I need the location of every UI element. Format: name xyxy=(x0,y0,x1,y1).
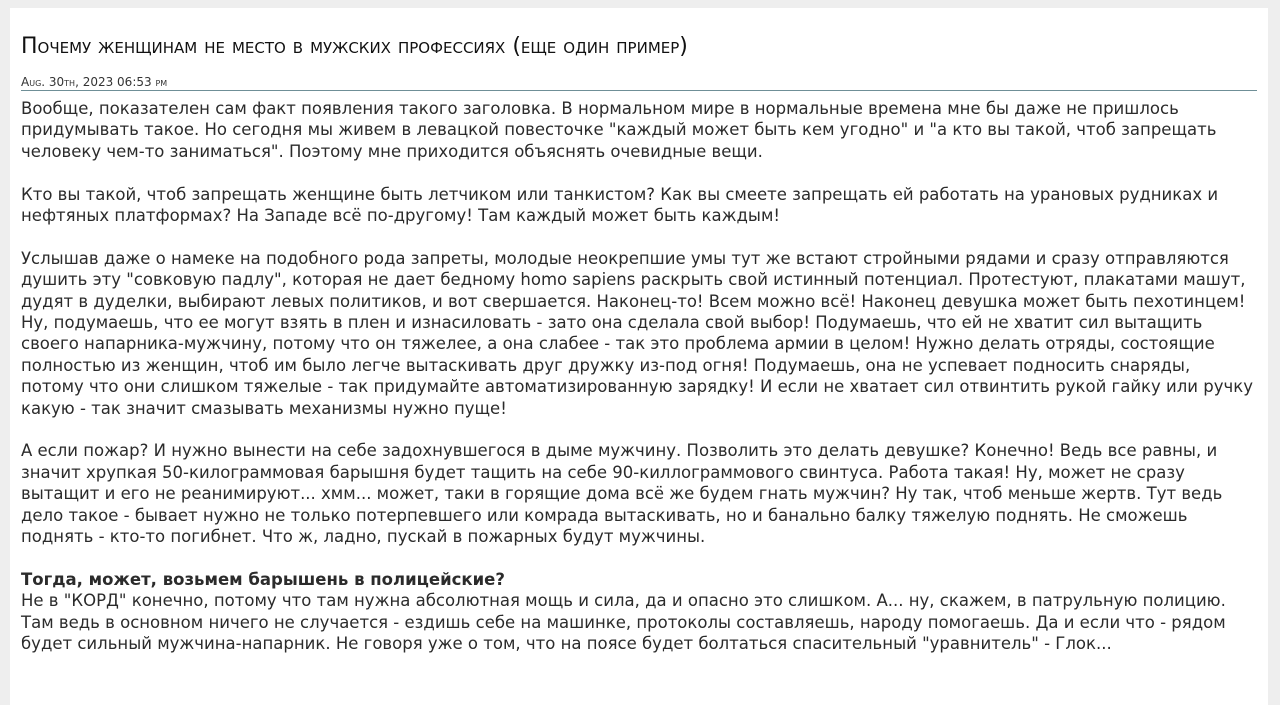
post-paragraph: Не в "КОРД" конечно, потому что там нужна абсолютная мощь и сила, да и опасно это слишком. А... ну, скажем, в патрульную полицию. Там ведь в основном ничего не случается - ездишь себе на машинке, протоколы составляешь, народу помогаешь. Да и если что - рядом будет сильный мужчина-напарник. Не говоря уже о том, что на поясе будет болтаться спасительный "уравнитель" - Глок... xyxy=(21,591,1226,654)
post-title: Почему женщинам не место в мужских профессиях (еще один пример) xyxy=(21,34,688,59)
post-container xyxy=(10,8,1268,705)
post-subheading: Тогда, может, возьмем барышень в полицейские? xyxy=(21,569,505,589)
post-paragraph-with-subheading xyxy=(21,569,1257,655)
post-body xyxy=(21,98,1257,655)
post-paragraph: Вообще, показателен сам факт появления такого заголовка. В нормальном мире в нормальные времена мне бы даже не пришлось придумывать такое. Но сегодня мы живем в левацкой повесточке "каждый может быть кем угодно" и "а кто вы такой, чтоб запрещать человеку чем-то заниматься". Поэтому мне приходится объяснять очевидные вещи. xyxy=(21,99,1217,161)
post-paragraph: Кто вы такой, чтоб запрещать женщине быть летчиком или танкистом? Как вы смеете запрещать ей работать на урановых рудниках и нефтяных платформах? На Западе всё по-другому! Там каждый может быть каждым! xyxy=(21,184,1219,226)
post-paragraph: Услышав даже о намеке на подобного рода запреты, молодые неокрепшие умы тут же встают стройными рядами и сразу отправляются душить эту "совковую падлу", которая не дает бедному homo sapiens раскрыть свой истинный потенциал. Протестуют, плакатами машут, дудят в дуделки, выбирают левых политиков, и вот свершается. Наконец-то! Всем можно всё! Наконец девушка может быть пехотинцем! Ну, подумаешь, что ее могут взять в плен и изнасиловать - зато она сделала свой выбор! Подумаешь, что ей не хватит сил вытащить своего напарника-мужчину, потому что он тяжелее, а она слабее - так это проблема армии в целом! Нужно делать отряды, состоящие полностью из женщин, чтоб им было легче вытаскивать друг дружку из-под огня! Подумаешь, она не успевает подносить снаряды, потому что они слишком тяжелые - так придумайте автоматизированную зарядку! И если не хватает сил отвинтить рукой гайку или ручку какую - так значит смазывать механизмы нужно пуще! xyxy=(21,248,1253,418)
post-paragraph: А если пожар? И нужно вынести на себе задохнувшегося в дыме мужчину. Позволить это делать девушке? Конечно! Ведь все равны, и значит хрупкая 50-килограммовая барышня будет тащить на себе 90-киллограммового свинтуса. Работа такая! Ну, может не сразу вытащит и его не реанимируют... хмм... может, таки в горящие дома всё же будем гнать мужчин? Ну так, чтоб меньше жертв. Тут ведь дело такое - бывает нужно не только потерпевшего или комрада вытаскивать, но и банально балку тяжелую поднять. Не сможешь поднять - кто-то погибнет. Что ж, ладно, пускай в пожарных будут мужчины. xyxy=(21,441,1223,547)
post-date: Aug. 30th, 2023 06:53 pm xyxy=(21,75,1257,91)
